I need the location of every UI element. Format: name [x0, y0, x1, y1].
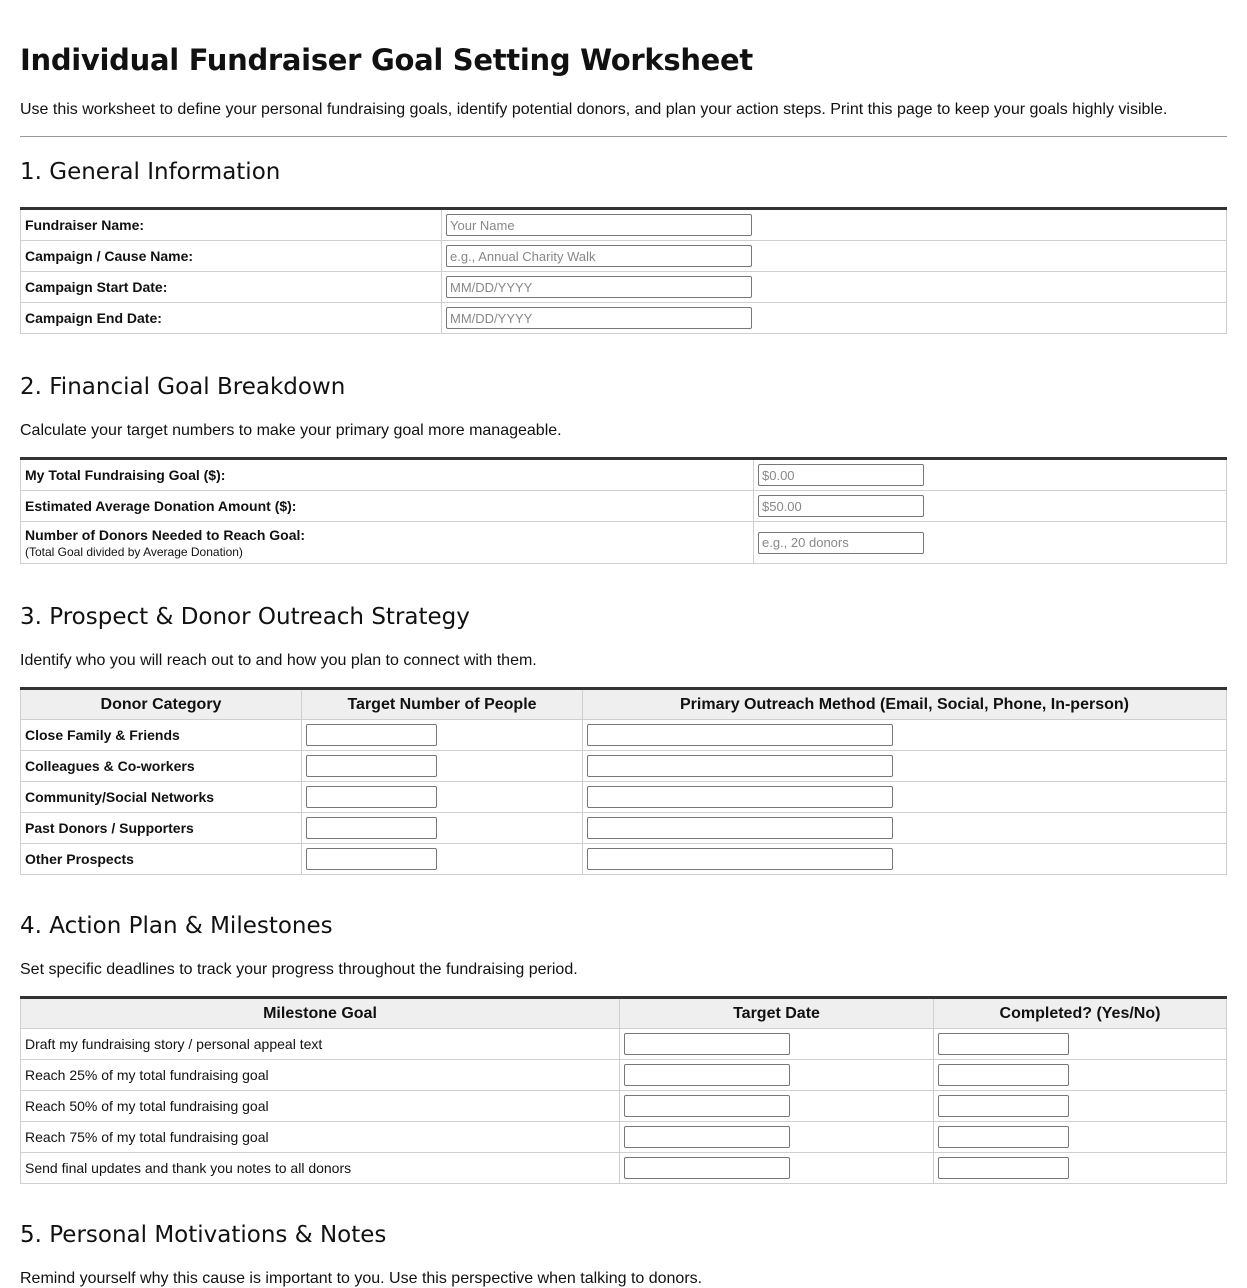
- table-row: [21, 751, 1227, 782]
- outreach-method-input[interactable]: [587, 817, 893, 839]
- table-row: [21, 782, 1227, 813]
- donors-needed-note: (Total Goal divided by Average Donation): [25, 544, 243, 559]
- table-row: [21, 720, 1227, 751]
- outreach-method-input[interactable]: [587, 724, 893, 746]
- table-row: [21, 491, 1227, 522]
- donor-category-label: Community/Social Networks: [21, 782, 302, 813]
- milestone-label: Send final updates and thank you notes to all donors: [21, 1153, 620, 1184]
- outreach-method-input[interactable]: [587, 786, 893, 808]
- campaign-start-date-label: Campaign Start Date:: [21, 272, 442, 303]
- target-date-input[interactable]: [624, 1033, 790, 1055]
- table-header-row: [21, 998, 1227, 1029]
- table-row: [21, 459, 1227, 491]
- target-date-input[interactable]: [624, 1095, 790, 1117]
- donor-category-label: Past Donors / Supporters: [21, 813, 302, 844]
- table-row: [21, 272, 1227, 303]
- donors-needed-label: [21, 522, 754, 564]
- total-goal-input[interactable]: [758, 464, 924, 486]
- column-header-target-date: Target Date: [620, 998, 934, 1029]
- column-header-completed: Completed? (Yes/No): [934, 998, 1227, 1029]
- intro-text: Use this worksheet to define your personal fundraising goals, identify potential donors, and plan your action steps. Print this page to keep your goals highly visible.: [20, 101, 1168, 118]
- table-row: [21, 1060, 1227, 1091]
- table-row: [21, 241, 1227, 272]
- completed-input[interactable]: [938, 1033, 1069, 1055]
- outreach-strategy-description: Identify who you will reach out to and how you plan to connect with them.: [20, 652, 537, 669]
- target-date-input[interactable]: [624, 1064, 790, 1086]
- campaign-end-date-label: Campaign End Date:: [21, 303, 442, 334]
- personal-motivations-description: Remind yourself why this cause is important to you. Use this perspective when talking to donors.: [20, 1270, 703, 1287]
- outreach-method-input[interactable]: [587, 848, 893, 870]
- table-row: [21, 1029, 1227, 1060]
- table-row: [21, 209, 1227, 241]
- milestone-label: Reach 25% of my total fundraising goal: [21, 1060, 620, 1091]
- donor-category-label: Other Prospects: [21, 844, 302, 875]
- general-information-table: [20, 207, 1227, 334]
- completed-input[interactable]: [938, 1095, 1069, 1117]
- column-header-milestone-goal: Milestone Goal: [21, 998, 620, 1029]
- table-row: [21, 1091, 1227, 1122]
- milestones-table: [20, 996, 1227, 1184]
- section-heading-financial-goal: 2. Financial Goal Breakdown: [20, 374, 346, 400]
- financial-goal-table: [20, 457, 1227, 564]
- donor-category-label: Colleagues & Co-workers: [21, 751, 302, 782]
- fundraiser-name-input[interactable]: [446, 214, 752, 236]
- table-row: [21, 303, 1227, 334]
- table-header-row: [21, 689, 1227, 720]
- column-header-target-number: Target Number of People: [302, 689, 583, 720]
- campaign-start-date-input[interactable]: [446, 276, 752, 298]
- milestone-label: Reach 75% of my total fundraising goal: [21, 1122, 620, 1153]
- target-date-input[interactable]: [624, 1157, 790, 1179]
- campaign-name-input[interactable]: [446, 245, 752, 267]
- total-goal-label: My Total Fundraising Goal ($):: [21, 459, 754, 491]
- target-number-input[interactable]: [306, 848, 437, 870]
- milestone-label: Draft my fundraising story / personal appeal text: [21, 1029, 620, 1060]
- section-heading-outreach-strategy: 3. Prospect & Donor Outreach Strategy: [20, 604, 470, 630]
- campaign-name-label: Campaign / Cause Name:: [21, 241, 442, 272]
- average-donation-input[interactable]: [758, 495, 924, 517]
- campaign-end-date-input[interactable]: [446, 307, 752, 329]
- target-number-input[interactable]: [306, 755, 437, 777]
- column-header-donor-category: Donor Category: [21, 689, 302, 720]
- milestone-label: Reach 50% of my total fundraising goal: [21, 1091, 620, 1122]
- table-row: [21, 813, 1227, 844]
- completed-input[interactable]: [938, 1126, 1069, 1148]
- table-row: [21, 1122, 1227, 1153]
- section-heading-personal-motivations: 5. Personal Motivations & Notes: [20, 1222, 387, 1248]
- page-title: Individual Fundraiser Goal Setting Worksheet: [20, 43, 753, 77]
- target-date-input[interactable]: [624, 1126, 790, 1148]
- outreach-strategy-table: [20, 687, 1227, 875]
- average-donation-label: Estimated Average Donation Amount ($):: [21, 491, 754, 522]
- completed-input[interactable]: [938, 1064, 1069, 1086]
- target-number-input[interactable]: [306, 786, 437, 808]
- target-number-input[interactable]: [306, 817, 437, 839]
- table-row: [21, 844, 1227, 875]
- divider: [20, 136, 1227, 137]
- donors-needed-label-text: Number of Donors Needed to Reach Goal:: [25, 526, 306, 543]
- column-header-outreach-method: Primary Outreach Method (Email, Social, Phone, In-person): [583, 689, 1227, 720]
- donor-category-label: Close Family & Friends: [21, 720, 302, 751]
- table-row: [21, 1153, 1227, 1184]
- financial-goal-description: Calculate your target numbers to make your primary goal more manageable.: [20, 422, 562, 439]
- fundraiser-name-label: Fundraiser Name:: [21, 209, 442, 241]
- table-row: [21, 522, 1227, 564]
- donors-needed-input[interactable]: [758, 532, 924, 554]
- section-heading-action-plan: 4. Action Plan & Milestones: [20, 913, 333, 939]
- outreach-method-input[interactable]: [587, 755, 893, 777]
- action-plan-description: Set specific deadlines to track your progress throughout the fundraising period.: [20, 961, 578, 978]
- target-number-input[interactable]: [306, 724, 437, 746]
- completed-input[interactable]: [938, 1157, 1069, 1179]
- section-heading-general-information: 1. General Information: [20, 159, 281, 185]
